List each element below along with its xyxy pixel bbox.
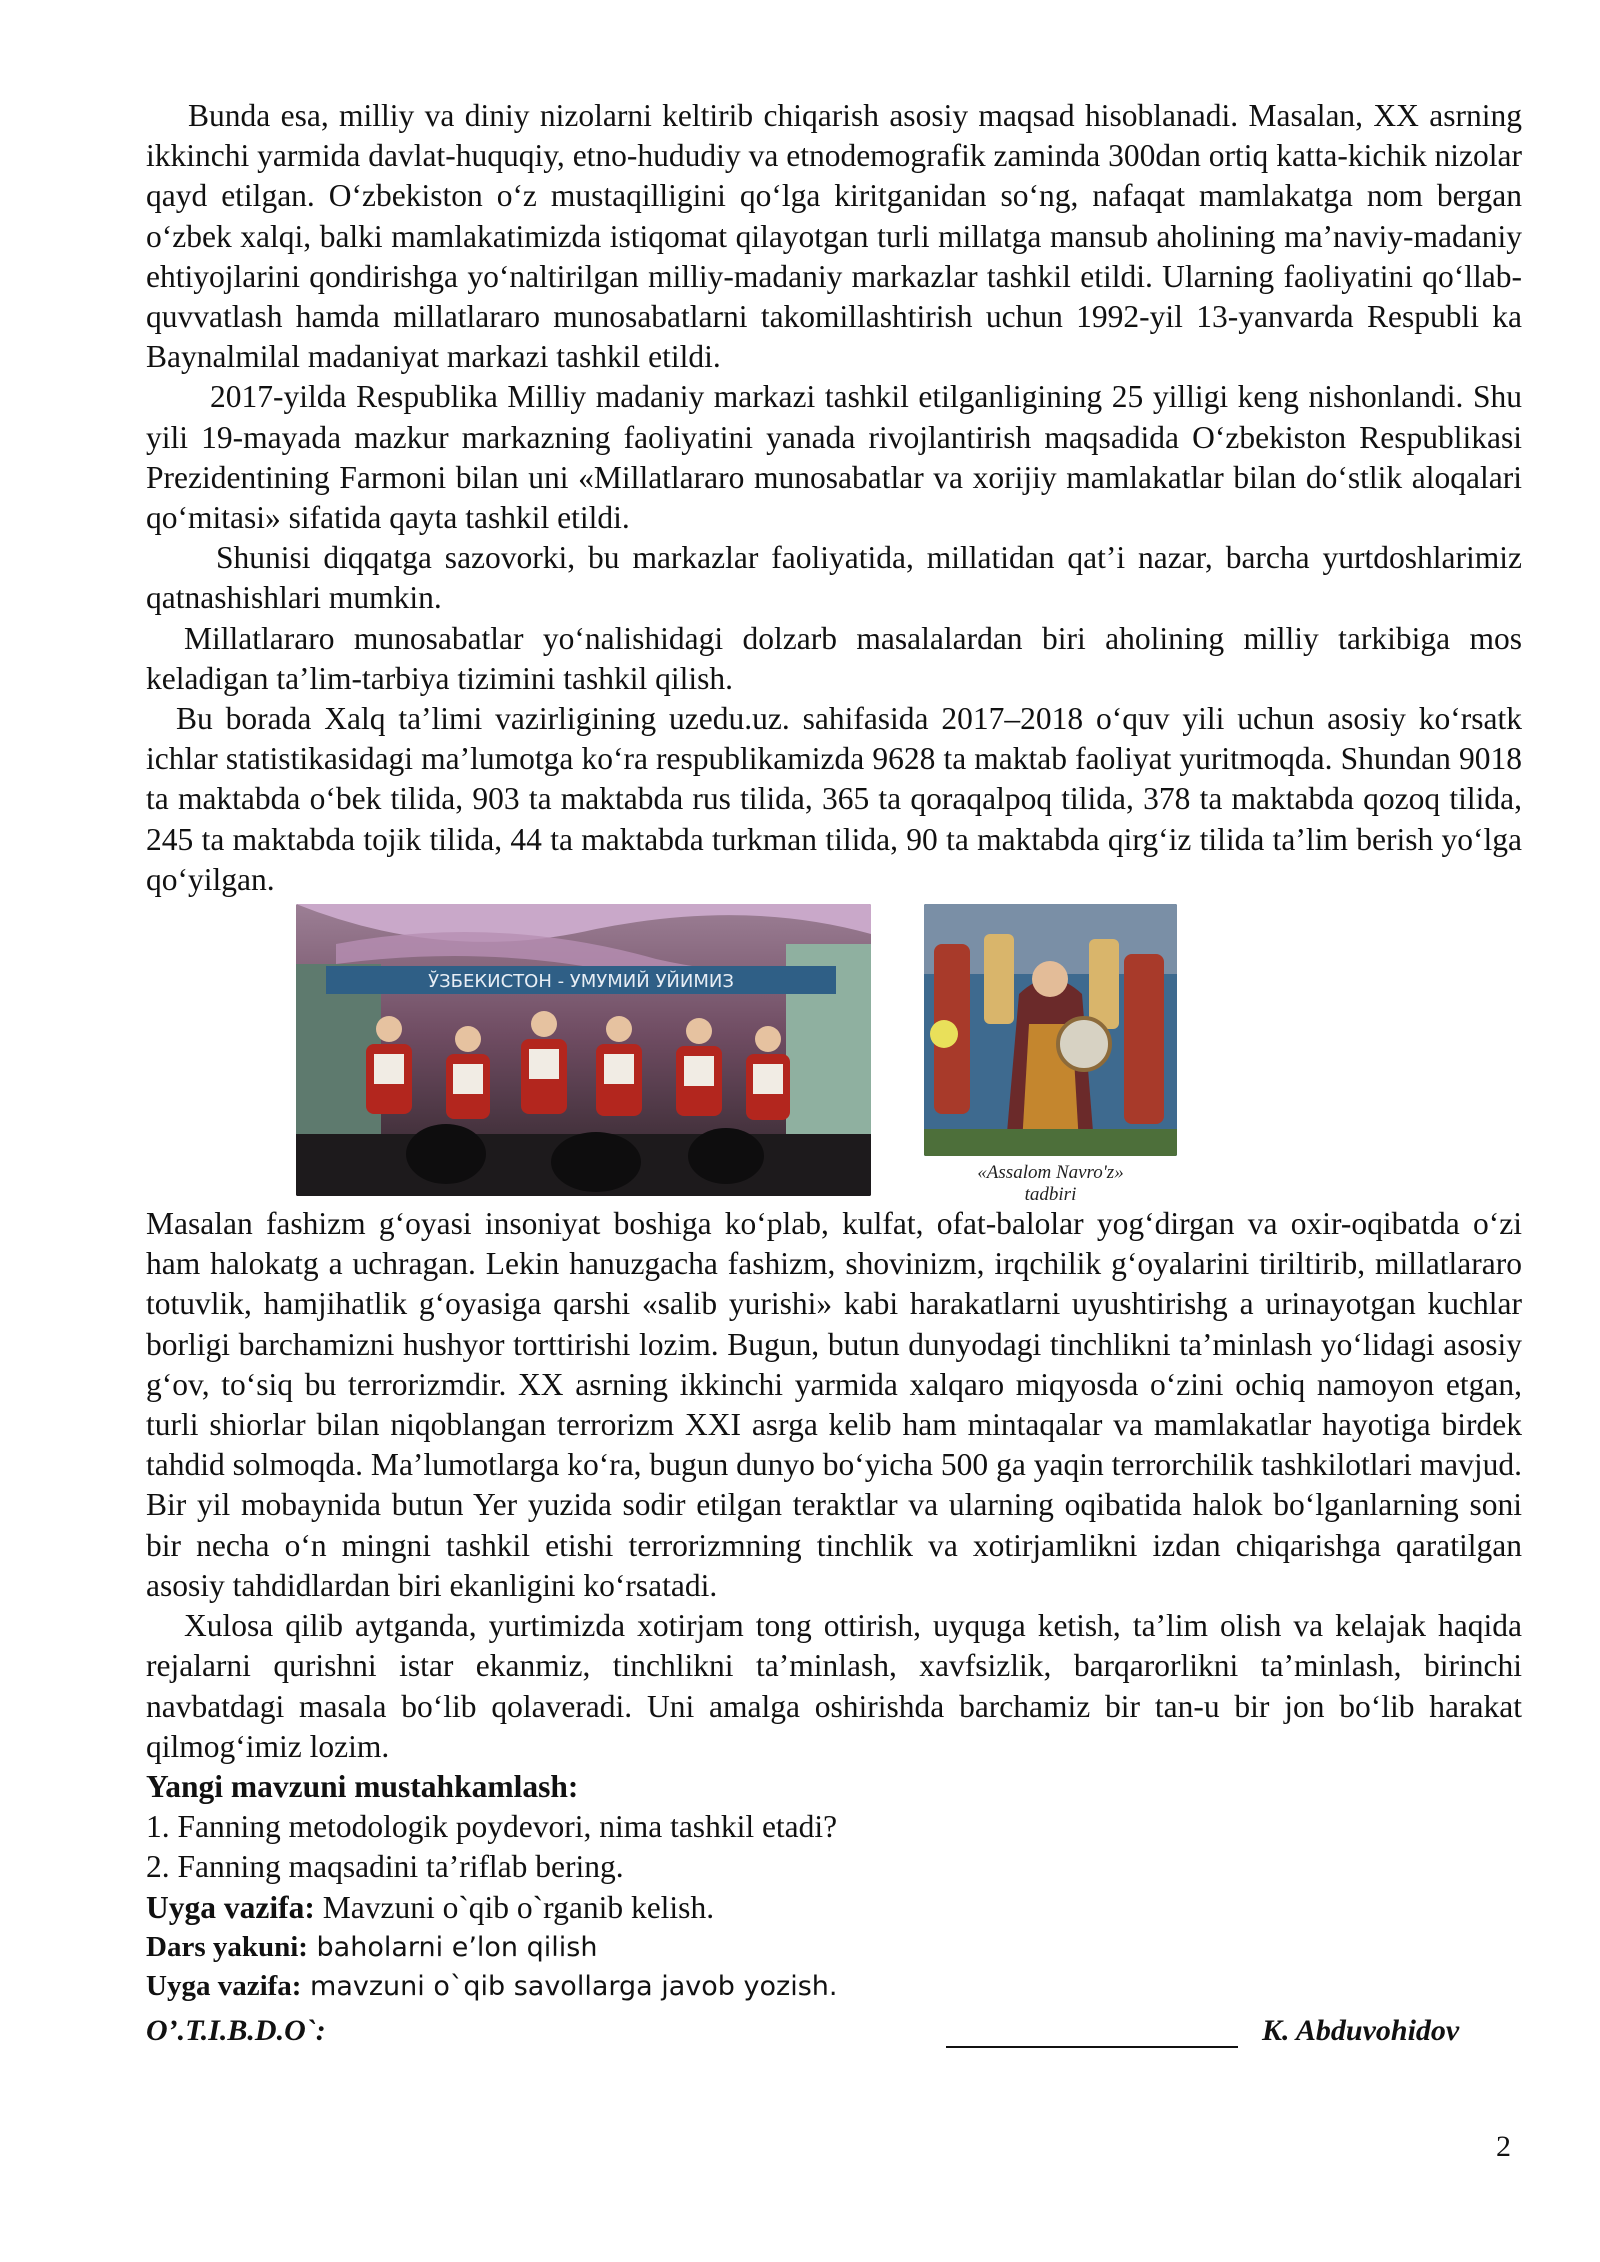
svg-text:ЎЗБЕКИСТОН - УМУМИЙ УЙИМИЗ: ЎЗБЕКИСТОН - УМУМИЙ УЙИМИЗ — [428, 971, 734, 993]
homework-line — [146, 1888, 1522, 1928]
navruz-festival-photo — [924, 904, 1177, 1156]
lesson-end-text: baholarni e’lon qilish — [307, 1931, 598, 1963]
paragraph-terrorism: Masalan fashizm g‘oyasi insoniyat boshiga ko‘plab, kulfat, ofat-balolar yog‘dirgan va oxir-oqibatda o‘zi ham halokatg a uchragan. Lekin hanuzgacha fashizm, shovinizm, irqchilik g‘oyalarini tiriltirib, millatlararo totuvlik, hamjihatlik g‘oyasiga qarshi «salib yurishi» kabi harakatlarni uyushtirishg a urinayotgan kuchlar borligi barchamizni hushyor torttirishi lozim. Bugun, butun dunyodagi tinchlikni ta’minlash yo‘lidagi asosiy g‘ov, to‘siq bu terrorizmdir. XX asrning ikkinchi yarmida xalqaro miqyosda o‘zini ochiq namoyon etgan, turli shiorlar bilan niqoblangan terrorizm XXI asrga kelib ham mintaqalar va mamlakatlar hayotiga birdek tahdid solmoqda. Ma’lumotlarga ko‘ra, bugun dunyo bo‘yicha 500 ga yaqin terrorchilik tashkilotlari mavjud. Bir yil mobaynida butun Yer yuzida sodir etilgan teraktlar va ularning oqibatida halok bo‘lganlarning soni bir necha o‘n mingni tashkil etishi terrorizmning tinchlik va xotirjamlikni izdan chiqarishga qaratilgan asosiy tahdidlardan biri ekanligini ko‘rsatadi. — [146, 1206, 1522, 1603]
document-page — [146, 96, 1522, 2056]
paragraph-school-statistics: Bu borada Xalq ta’limi vazirligining uzedu.uz. sahifasida 2017–2018 o‘quv yili uchun asosiy ko‘rsatk ichlar statistikasidagi ma’lumotga ko‘ra respublikamizda 9628 ta maktab faoliyat yuritmoqda. Shundan 9018 ta maktabda o‘bek tilida, 903 ta maktabda rus tilida, 365 ta qoraqalpoq tilida, 378 ta maktabda qozoq tilida, 245 ta maktabda tojik tilida, 44 ta maktabda turkman tilida, 90 ta maktabda qirg‘iz tilida ta’lim berish yo‘lga qo‘yilgan. — [146, 701, 1522, 897]
lesson-end-label: Dars yakuni: — [146, 1930, 308, 1963]
dance-performance-photo — [296, 904, 871, 1196]
paragraph-conflicts: Bunda esa, milliy va diniy nizolarni keltirib chiqarish asosiy maqsad hisoblanadi. Masalan, XX asrning ikkinchi yarmida davlat-huquqiy, etno-hududiy va etnodemografik zaminda 300dan ortiq katta-kichik nizolar qayd etilgan. O‘zbekiston o‘z mustaqilligini qo‘lga kiritganidan so‘ng, nafaqat mamlakatga nom bergan o‘zbek xalqi, balki mamlakatimizda istiqomat qilayotgan turli millatga mansub aholining ma’naviy-madaniy ehtiyojlarini qondirishga yo‘naltirilgan milliy-madaniy markazlar tashkil etildi. Ularning faoliyatini qo‘llab-quvvatlash hamda millatlararo munosabatlarni takomillashtirish uchun 1992-yil 13-yanvarda Respubli ka Baynalmilal madaniyat markazi tashkil etildi. — [146, 98, 1522, 375]
homework-text-2: mavzuni o`qib savollarga javob yozish. — [301, 1970, 838, 2002]
homework-label: Uyga vazifa: — [146, 1889, 315, 1925]
review-heading: Yangi mavzuni mustahkamlash: — [146, 1768, 579, 1804]
page-number: 2 — [1496, 2130, 1511, 2163]
paragraph-education-system: Millatlararo munosabatlar yo‘nalishidagi dolzarb masalalardan biri aholining milliy tarkibiga mos keladigan ta’lim-tarbiya tizimini tashkil qilish. — [146, 620, 1522, 696]
signature-row — [146, 2010, 1522, 2056]
homework-line-2 — [146, 1967, 1522, 2006]
signature-label: O’.T.I.B.D.O`: — [146, 2013, 326, 2047]
homework-text: Mavzuni o`qib o`rganib kelish. — [314, 1889, 715, 1925]
homework-label-2: Uyga vazifa: — [146, 1969, 302, 2002]
review-question-2: 2. Fanning maqsadini ta’riflab bering. — [146, 1849, 624, 1885]
signature-line — [946, 2046, 1238, 2048]
caption-line-1: «Assalom Navro'z» — [977, 1162, 1124, 1184]
signature-name: K. Abduvohidov — [1262, 2013, 1460, 2047]
lesson-end-line — [146, 1928, 1522, 1967]
paragraph-conclusion: Xulosa qilib aytganda, yurtimizda xotirjam tong ottirish, uyquga ketish, ta’lim olish va kelajak haqida rejalarni qurishni istar ekanmiz, tinchlikni ta’minlash, xavfsizlik, barqarorlikni ta’minlash, birinchi navbatdagi masala bo‘lib qolaveradi. Uni amalga oshirishda barchamiz bir tan-u bir jon bo‘lib harakat qilmog‘imiz lozim. — [146, 1608, 1522, 1764]
paragraph-national-center: 2017-yilda Respublika Milliy madaniy markazi tashkil etilganligining 25 yilligi keng nishonlandi. Shu yili 19-mayada mazkur markazning faoliyatini yanada rivojlantirish maqsadida O‘zbekiston Respublikasi Prezidentining Farmoni bilan uni «Millatlararo munosabatlar va xorijiy mamlakatlar bilan do‘stlik aloqalari qo‘mitasi» sifatida qayta tashkil etildi. — [146, 379, 1522, 536]
photo-caption — [904, 1162, 1197, 1206]
paragraph-participation: Shunisi diqqatga sazovorki, bu markazlar faoliyatida, millatidan qat’i nazar, barcha yurtdoshlarimiz qatnashishlari mumkin. — [146, 540, 1522, 616]
caption-line-2: tadbiri — [1024, 1184, 1077, 1206]
review-question-1: 1. Fanning metodologik poydevori, nima tashkil etadi? — [146, 1809, 838, 1845]
figure-row — [146, 904, 1522, 1204]
